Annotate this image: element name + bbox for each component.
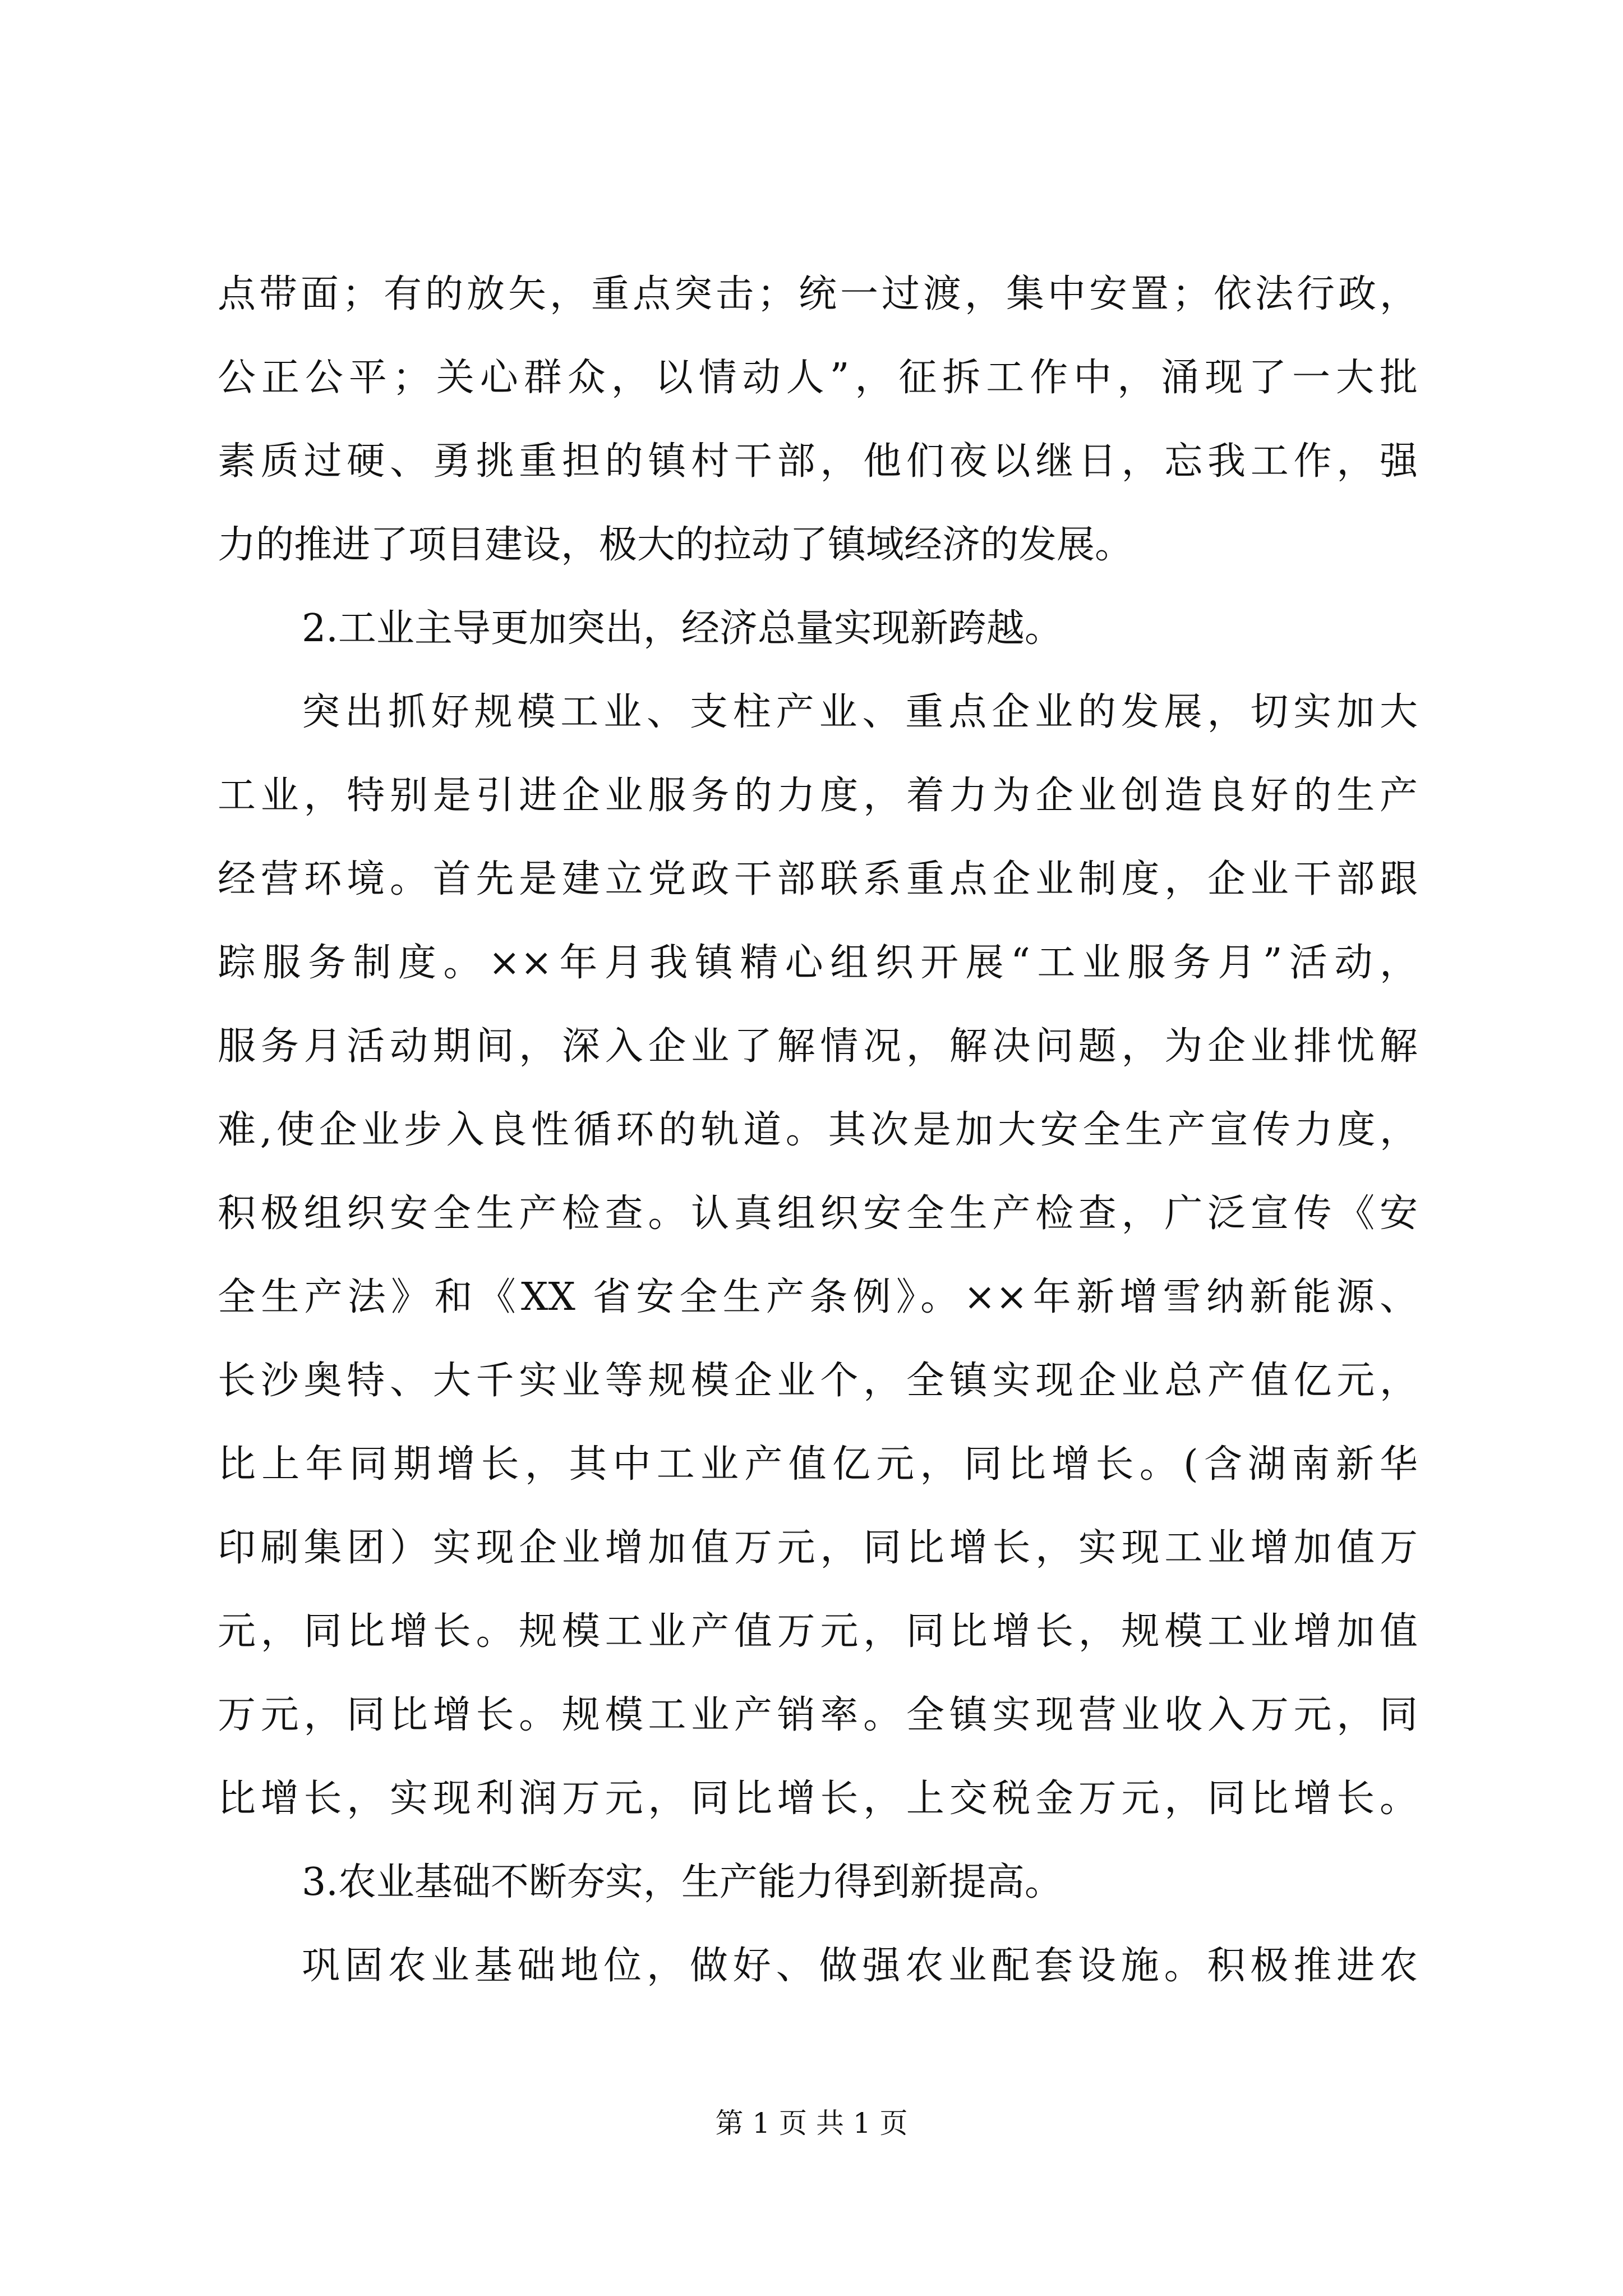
section-heading: 3.农业基础不断夯实，生产能力得到新提高。: [302, 1860, 1063, 1904]
page-footer: [0, 2104, 1623, 2143]
paragraph-line: 积极组织安全生产检查。认真组织安全生产检查，广泛宣传《安: [218, 1191, 1418, 1236]
paragraph-line: 万元，同比增长。规模工业产销率。全镇实现营业收入万元，同: [218, 1693, 1418, 1737]
paragraph-line: 素质过硬、勇挑重担的镇村干部，他们夜以继日，忘我工作，强: [218, 439, 1418, 484]
document-body: [218, 252, 1418, 2008]
paragraph-line: 踪服务制度。××年月我镇精心组织开展“工业服务月”活动，: [218, 941, 1418, 985]
paragraph-line: 全生产法》和《XX 省安全生产条例》。××年新增雪纳新能源、: [218, 1275, 1418, 1319]
paragraph-line: 长沙奥特、大千实业等规模企业个，全镇实现企业总产值亿元，: [218, 1359, 1418, 1403]
paragraph-line: 比上年同期增长，其中工业产值亿元，同比增长。(含湖南新华: [218, 1442, 1418, 1487]
paragraph-line: 力的推进了项目建设，极大的拉动了镇域经济的发展。: [218, 523, 1133, 567]
page-number-label: 第 1 页 共 1 页: [715, 2107, 908, 2139]
paragraph-line: 印刷集团）实现企业增加值万元，同比增长，实现工业增加值万: [218, 1526, 1418, 1570]
paragraph-line: 经营环境。首先是建立党政干部联系重点企业制度，企业干部跟: [218, 857, 1418, 901]
paragraph-line: 工业，特别是引进企业服务的力度，着力为企业创造良好的生产: [218, 774, 1418, 818]
paragraph-line: 公正公平；关心群众，以情动人”，征拆工作中，涌现了一大批: [218, 356, 1418, 400]
paragraph-line: 突出抓好规模工业、支柱产业、重点企业的发展，切实加大: [302, 690, 1418, 734]
paragraph-line: 巩固农业基础地位，做好、做强农业配套设施。积极推进农: [302, 1944, 1418, 1988]
section-heading: 2.工业主导更加突出，经济总量实现新跨越。: [302, 606, 1063, 651]
paragraph-line: 元，同比增长。规模工业产值万元，同比增长，规模工业增加值: [218, 1609, 1418, 1654]
paragraph-line: 服务月活动期间，深入企业了解情况，解决问题，为企业排忧解: [218, 1024, 1418, 1069]
paragraph-line: 难,使企业步入良性循环的轨道。其次是加大安全生产宣传力度，: [218, 1108, 1418, 1152]
paragraph-line: 比增长，实现利润万元，同比增长，上交税金万元，同比增长。: [218, 1777, 1418, 1821]
paragraph-line: 点带面；有的放矢，重点突击；统一过渡，集中安置；依法行政，: [218, 272, 1418, 316]
